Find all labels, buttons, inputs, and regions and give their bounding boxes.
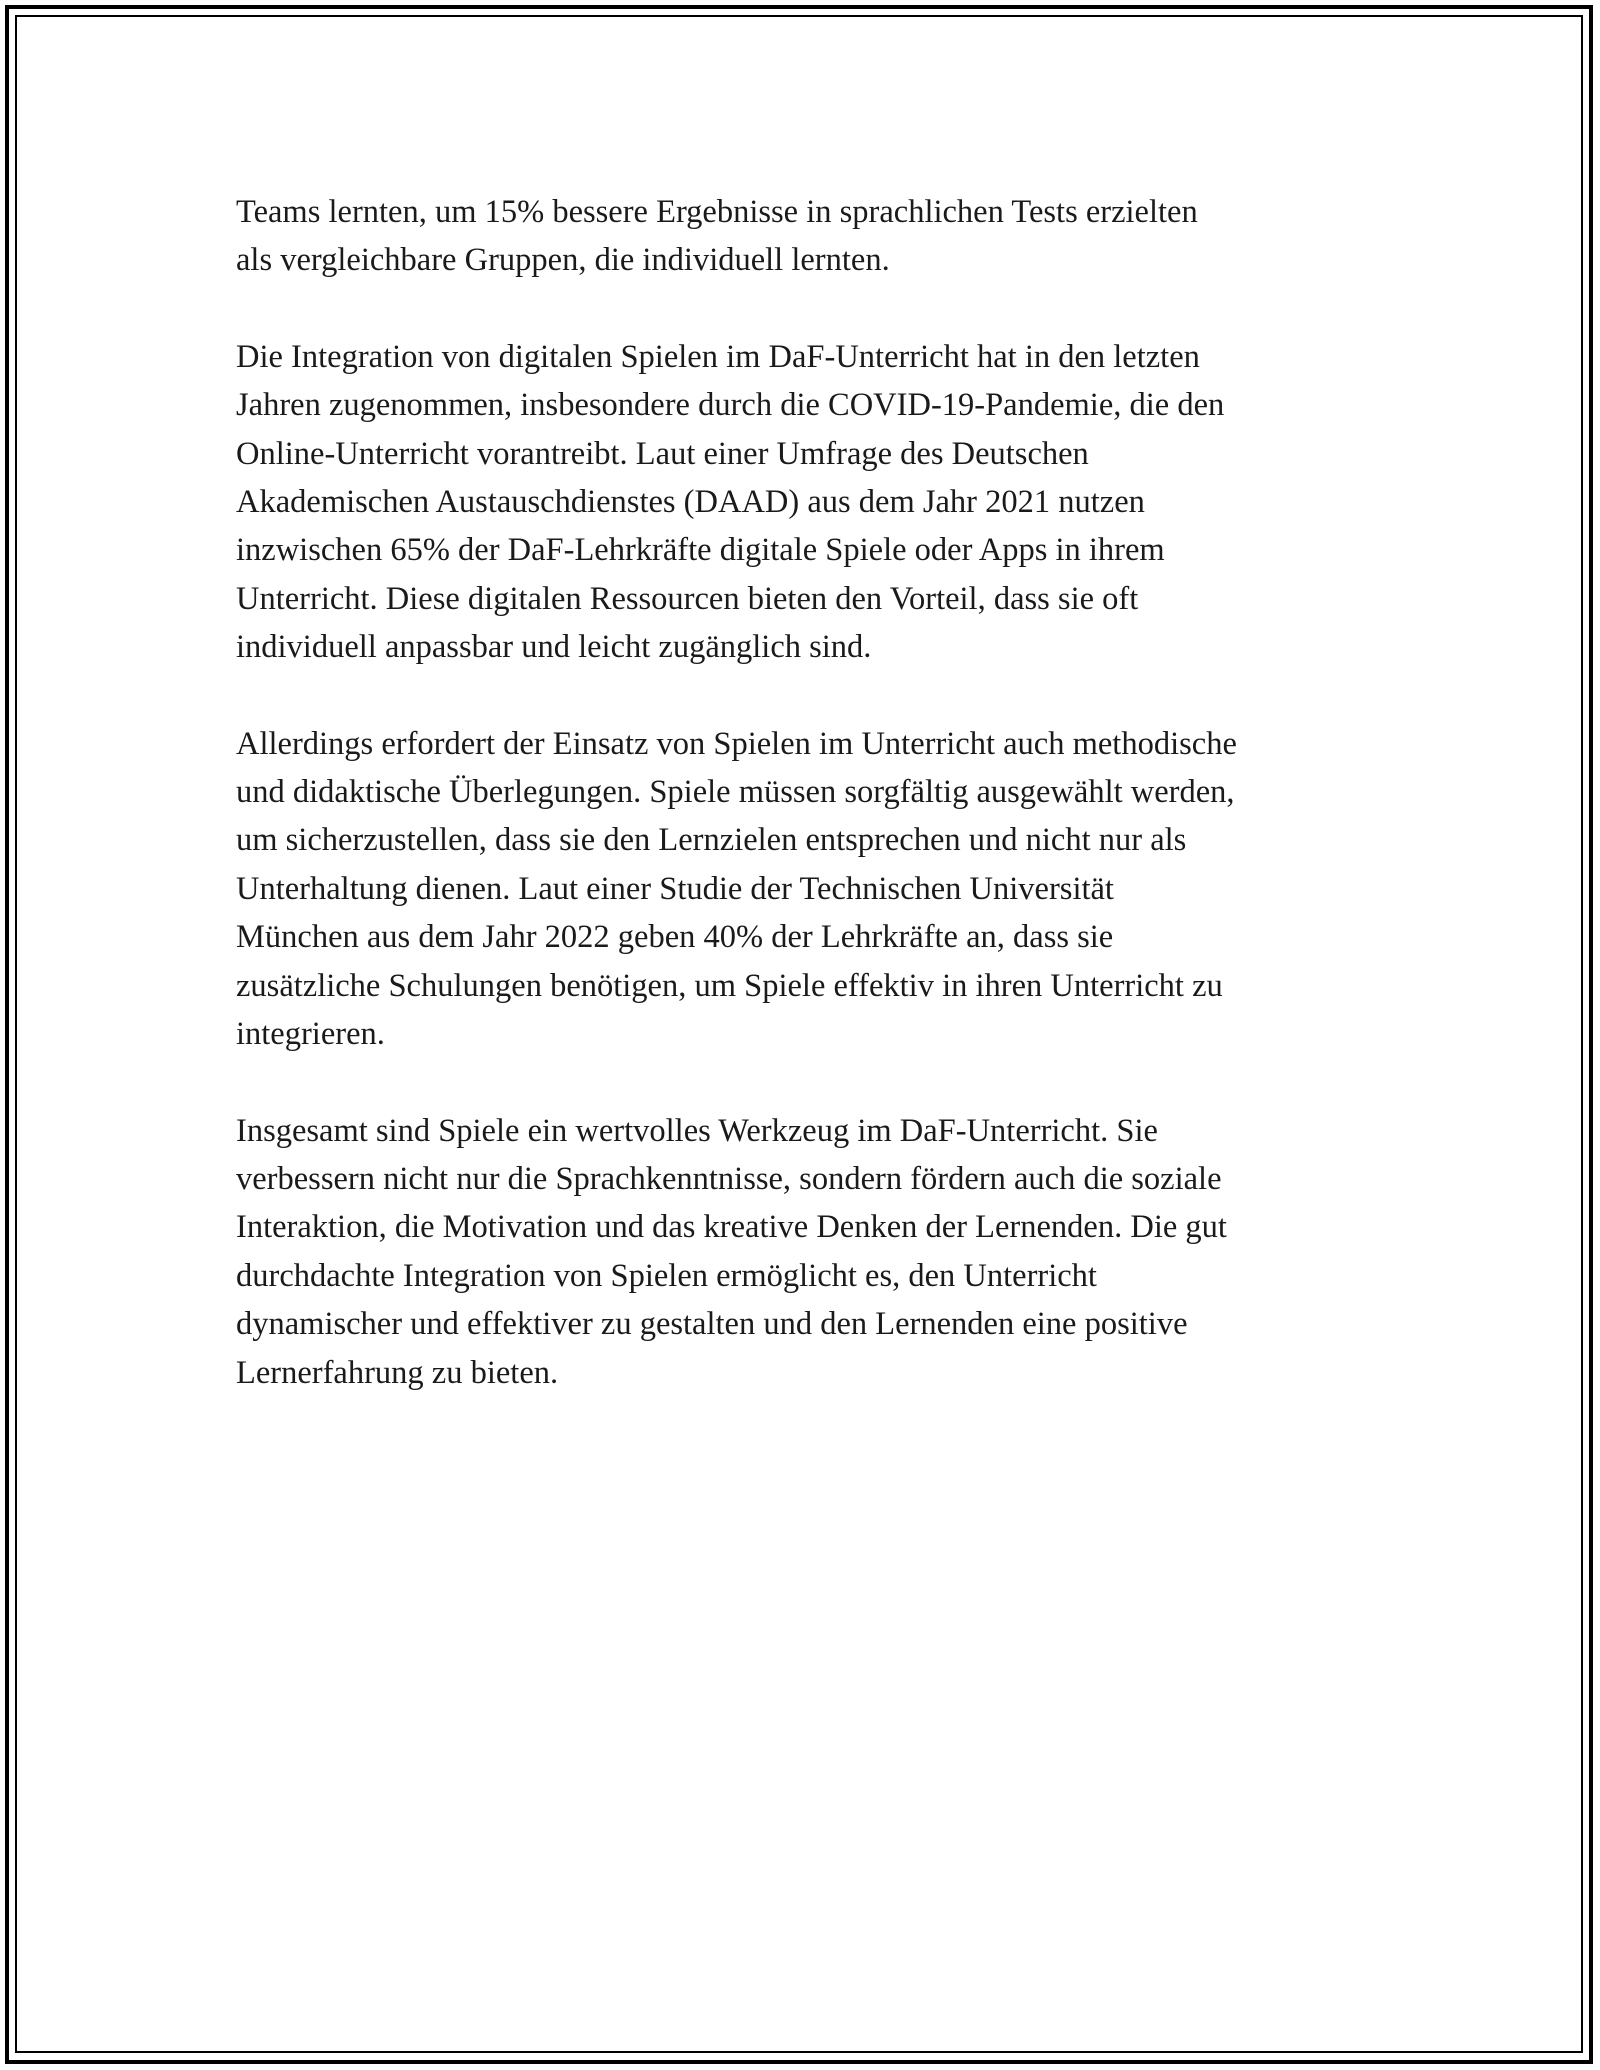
paragraph-digital-games: Die Integration von digitalen Spielen im DaF-Unterricht hat in den letzten Jahren zugenommen, insbesondere durch die COVID-19-Pandemie, die den Online-Unterricht vorantreibt. Laut einer Umfrage des Deutschen Akademischen Austauschdienstes (DAAD) aus dem Jahr 2021 nutzen inzwischen 65% der DaF-Lehrkräfte digitale Spiele oder Apps in ihrem Unterricht. Diese digitalen Ressourcen bieten den Vorteil, dass sie oft individuell anpassbar und leicht zugänglich sind. xyxy=(236,338,1225,666)
paragraph-methodology: Allerdings erfordert der Einsatz von Spielen im Unterricht auch methodische und didaktische Überlegungen. Spiele müssen sorgfältig ausgewählt werden, um sicherzustellen, dass sie den Lernzielen entsprechen und nicht nur als Unterhaltung dienen. Laut einer Studie der Technischen Universität München aus dem Jahr 2022 geben 40% der Lehrkräfte an, dass sie zusätzliche Schulungen benötigen, um Spiele effektiv in ihren Unterricht zu integrieren. xyxy=(236,725,1237,1053)
document-body xyxy=(236,188,1376,1445)
paragraph-team-results: Teams lernten, um 15% bessere Ergebnisse in sprachlichen Tests erzielten als vergleichbare Gruppen, die individuell lernten. xyxy=(236,194,1198,279)
paragraph-conclusion: Insgesamt sind Spiele ein wertvolles Werkzeug im DaF-Unterricht. Sie verbessern nicht nur die Sprachkenntnisse, sondern fördern auch die soziale Interaktion, die Motivation und das kreative Denken der Lernenden. Die gut durchdachte Integration von Spielen ermöglicht es, den Unterricht dynamischer und effektiver zu gestalten und den Lernenden eine positive Lernerfahrung zu bieten. xyxy=(236,1112,1227,1391)
